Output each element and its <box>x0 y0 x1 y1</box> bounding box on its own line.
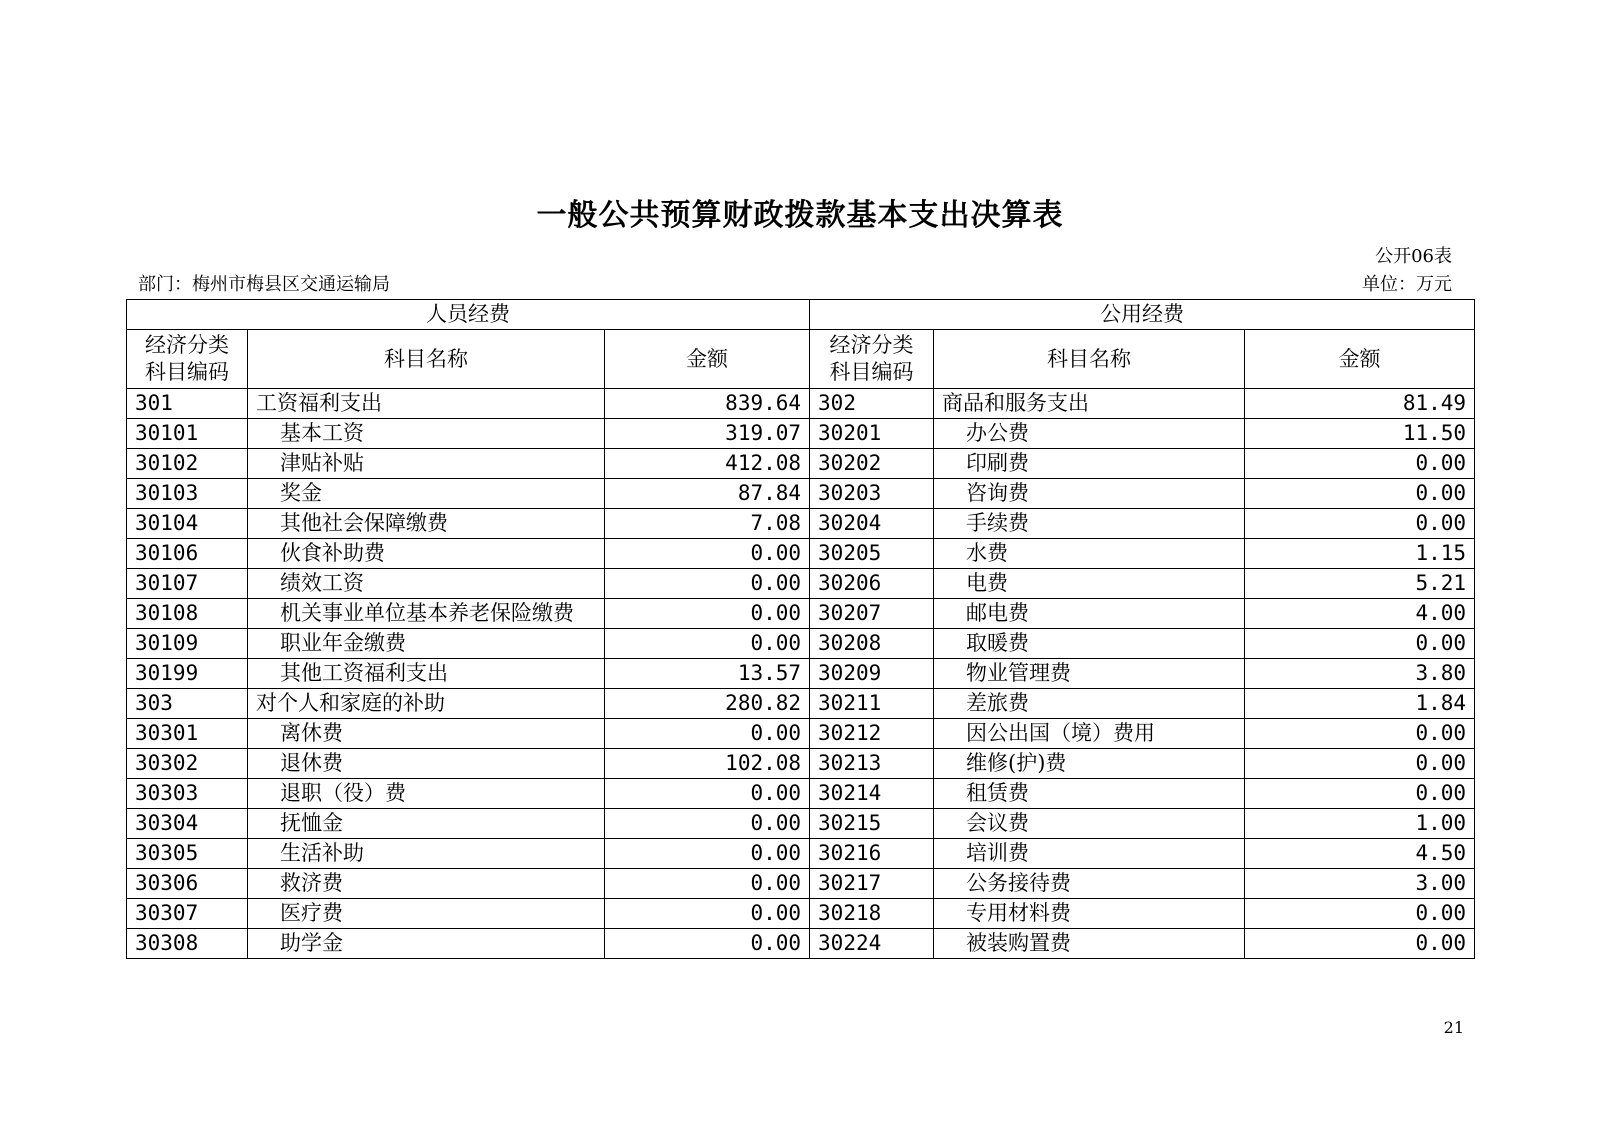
table-row <box>127 749 1475 779</box>
right-name-cell: 电费 <box>934 569 1245 599</box>
right-amount-cell: 11.50 <box>1245 419 1475 449</box>
left-name-cell: 生活补助 <box>248 839 605 869</box>
table-row <box>127 869 1475 899</box>
right-amount-cell: 0.00 <box>1245 629 1475 659</box>
left-code-cell: 303 <box>127 689 248 719</box>
left-code-cell: 30109 <box>127 629 248 659</box>
right-code-cell: 30203 <box>810 479 934 509</box>
left-amount-cell: 0.00 <box>605 839 810 869</box>
left-amount-cell: 0.00 <box>605 629 810 659</box>
left-amount-cell: 0.00 <box>605 899 810 929</box>
left-amount-cell: 0.00 <box>605 539 810 569</box>
left-code-cell: 30301 <box>127 719 248 749</box>
table-row <box>127 719 1475 749</box>
right-name-cell: 因公出国（境）费用 <box>934 719 1245 749</box>
left-amount-cell: 7.08 <box>605 509 810 539</box>
right-amount-cell: 1.15 <box>1245 539 1475 569</box>
table-row <box>127 659 1475 689</box>
right-code-cell: 30212 <box>810 719 934 749</box>
right-name-cell: 专用材料费 <box>934 899 1245 929</box>
table-row <box>127 479 1475 509</box>
group-public: 公用经费 <box>810 300 1475 330</box>
left-amount-cell: 0.00 <box>605 809 810 839</box>
left-code-cell: 30104 <box>127 509 248 539</box>
right-code-cell: 30211 <box>810 689 934 719</box>
right-amount-cell: 1.84 <box>1245 689 1475 719</box>
right-amount-cell: 4.50 <box>1245 839 1475 869</box>
left-name-cell: 绩效工资 <box>248 569 605 599</box>
right-name-cell: 水费 <box>934 539 1245 569</box>
left-name-cell: 抚恤金 <box>248 809 605 839</box>
right-amount-cell: 0.00 <box>1245 509 1475 539</box>
right-name-cell: 邮电费 <box>934 599 1245 629</box>
left-name-cell: 伙食补助费 <box>248 539 605 569</box>
table-row <box>127 569 1475 599</box>
right-code-cell: 30214 <box>810 779 934 809</box>
left-amount-cell: 87.84 <box>605 479 810 509</box>
right-code-cell: 30205 <box>810 539 934 569</box>
group-header-row <box>127 300 1475 330</box>
right-name-cell: 租赁费 <box>934 779 1245 809</box>
right-code-cell: 30202 <box>810 449 934 479</box>
left-amount-cell: 0.00 <box>605 569 810 599</box>
col-name-left: 科目名称 <box>248 330 605 389</box>
right-name-cell: 咨询费 <box>934 479 1245 509</box>
left-name-cell: 救济费 <box>248 869 605 899</box>
left-name-cell: 其他社会保障缴费 <box>248 509 605 539</box>
right-name-cell: 差旅费 <box>934 689 1245 719</box>
left-amount-cell: 13.57 <box>605 659 810 689</box>
right-code-cell: 30218 <box>810 899 934 929</box>
right-name-cell: 取暖费 <box>934 629 1245 659</box>
col-amount-right: 金额 <box>1245 330 1475 389</box>
table-row <box>127 929 1475 959</box>
right-code-cell: 30216 <box>810 839 934 869</box>
table-row <box>127 539 1475 569</box>
left-name-cell: 离休费 <box>248 719 605 749</box>
left-name-cell: 职业年金缴费 <box>248 629 605 659</box>
right-code-cell: 30208 <box>810 629 934 659</box>
left-amount-cell: 0.00 <box>605 779 810 809</box>
page-number: 21 <box>1443 1018 1464 1037</box>
left-name-cell: 基本工资 <box>248 419 605 449</box>
right-amount-cell: 3.00 <box>1245 869 1475 899</box>
left-name-cell: 工资福利支出 <box>248 389 605 419</box>
left-code-cell: 30307 <box>127 899 248 929</box>
left-code-cell: 30303 <box>127 779 248 809</box>
right-amount-cell: 0.00 <box>1245 899 1475 929</box>
left-code-cell: 30101 <box>127 419 248 449</box>
left-code-cell: 30308 <box>127 929 248 959</box>
left-code-cell: 30199 <box>127 659 248 689</box>
right-name-cell: 培训费 <box>934 839 1245 869</box>
right-code-cell: 30201 <box>810 419 934 449</box>
right-amount-cell: 0.00 <box>1245 479 1475 509</box>
right-amount-cell: 3.80 <box>1245 659 1475 689</box>
right-code-cell: 30207 <box>810 599 934 629</box>
right-amount-cell: 1.00 <box>1245 809 1475 839</box>
right-amount-cell: 0.00 <box>1245 779 1475 809</box>
right-code-cell: 30213 <box>810 749 934 779</box>
left-name-cell: 退休费 <box>248 749 605 779</box>
right-name-cell: 手续费 <box>934 509 1245 539</box>
table-row <box>127 419 1475 449</box>
left-amount-cell: 102.08 <box>605 749 810 779</box>
right-code-cell: 302 <box>810 389 934 419</box>
right-code-cell: 30224 <box>810 929 934 959</box>
right-name-cell: 会议费 <box>934 809 1245 839</box>
table-row <box>127 689 1475 719</box>
left-code-cell: 30305 <box>127 839 248 869</box>
table-row <box>127 449 1475 479</box>
right-amount-cell: 4.00 <box>1245 599 1475 629</box>
right-amount-cell: 0.00 <box>1245 749 1475 779</box>
left-code-cell: 301 <box>127 389 248 419</box>
left-amount-cell: 0.00 <box>605 719 810 749</box>
right-name-cell: 印刷费 <box>934 449 1245 479</box>
right-name-cell: 商品和服务支出 <box>934 389 1245 419</box>
table-row <box>127 809 1475 839</box>
right-name-cell: 办公费 <box>934 419 1245 449</box>
left-code-cell: 30106 <box>127 539 248 569</box>
left-code-cell: 30304 <box>127 809 248 839</box>
department-label: 部门：梅州市梅县区交通运输局 <box>138 274 390 295</box>
right-code-cell: 30217 <box>810 869 934 899</box>
left-name-cell: 助学金 <box>248 929 605 959</box>
right-code-cell: 30209 <box>810 659 934 689</box>
right-name-cell: 物业管理费 <box>934 659 1245 689</box>
form-number: 公开06表 <box>1375 246 1452 267</box>
column-header-row <box>127 330 1475 389</box>
right-code-cell: 30215 <box>810 809 934 839</box>
right-code-cell: 30204 <box>810 509 934 539</box>
col-amount-left: 金额 <box>605 330 810 389</box>
left-amount-cell: 0.00 <box>605 599 810 629</box>
table-row <box>127 629 1475 659</box>
left-name-cell: 退职（役）费 <box>248 779 605 809</box>
expenditure-table <box>126 299 1475 959</box>
page-title: 一般公共预算财政拨款基本支出决算表 <box>536 198 1064 233</box>
left-name-cell: 奖金 <box>248 479 605 509</box>
left-name-cell: 津贴补贴 <box>248 449 605 479</box>
right-amount-cell: 81.49 <box>1245 389 1475 419</box>
right-name-cell: 被装购置费 <box>934 929 1245 959</box>
left-name-cell: 对个人和家庭的补助 <box>248 689 605 719</box>
table-row <box>127 899 1475 929</box>
left-code-cell: 30107 <box>127 569 248 599</box>
left-code-cell: 30302 <box>127 749 248 779</box>
table-row <box>127 509 1475 539</box>
col-code-right: 经济分类 科目编码 <box>810 330 934 389</box>
left-name-cell: 其他工资福利支出 <box>248 659 605 689</box>
col-name-right: 科目名称 <box>934 330 1245 389</box>
left-name-cell: 机关事业单位基本养老保险缴费 <box>248 599 605 629</box>
left-amount-cell: 412.08 <box>605 449 810 479</box>
left-amount-cell: 280.82 <box>605 689 810 719</box>
left-code-cell: 30102 <box>127 449 248 479</box>
left-amount-cell: 0.00 <box>605 929 810 959</box>
col-code-left: 经济分类 科目编码 <box>127 330 248 389</box>
right-name-cell: 公务接待费 <box>934 869 1245 899</box>
right-name-cell: 维修(护)费 <box>934 749 1245 779</box>
left-amount-cell: 0.00 <box>605 869 810 899</box>
left-amount-cell: 319.07 <box>605 419 810 449</box>
left-code-cell: 30103 <box>127 479 248 509</box>
left-code-cell: 30306 <box>127 869 248 899</box>
left-code-cell: 30108 <box>127 599 248 629</box>
group-personnel: 人员经费 <box>127 300 810 330</box>
right-code-cell: 30206 <box>810 569 934 599</box>
table-row <box>127 779 1475 809</box>
right-amount-cell: 5.21 <box>1245 569 1475 599</box>
unit-label: 单位：万元 <box>1362 274 1452 295</box>
left-name-cell: 医疗费 <box>248 899 605 929</box>
table-row <box>127 839 1475 869</box>
table-row <box>127 599 1475 629</box>
table-row <box>127 389 1475 419</box>
left-amount-cell: 839.64 <box>605 389 810 419</box>
right-amount-cell: 0.00 <box>1245 719 1475 749</box>
right-amount-cell: 0.00 <box>1245 929 1475 959</box>
right-amount-cell: 0.00 <box>1245 449 1475 479</box>
